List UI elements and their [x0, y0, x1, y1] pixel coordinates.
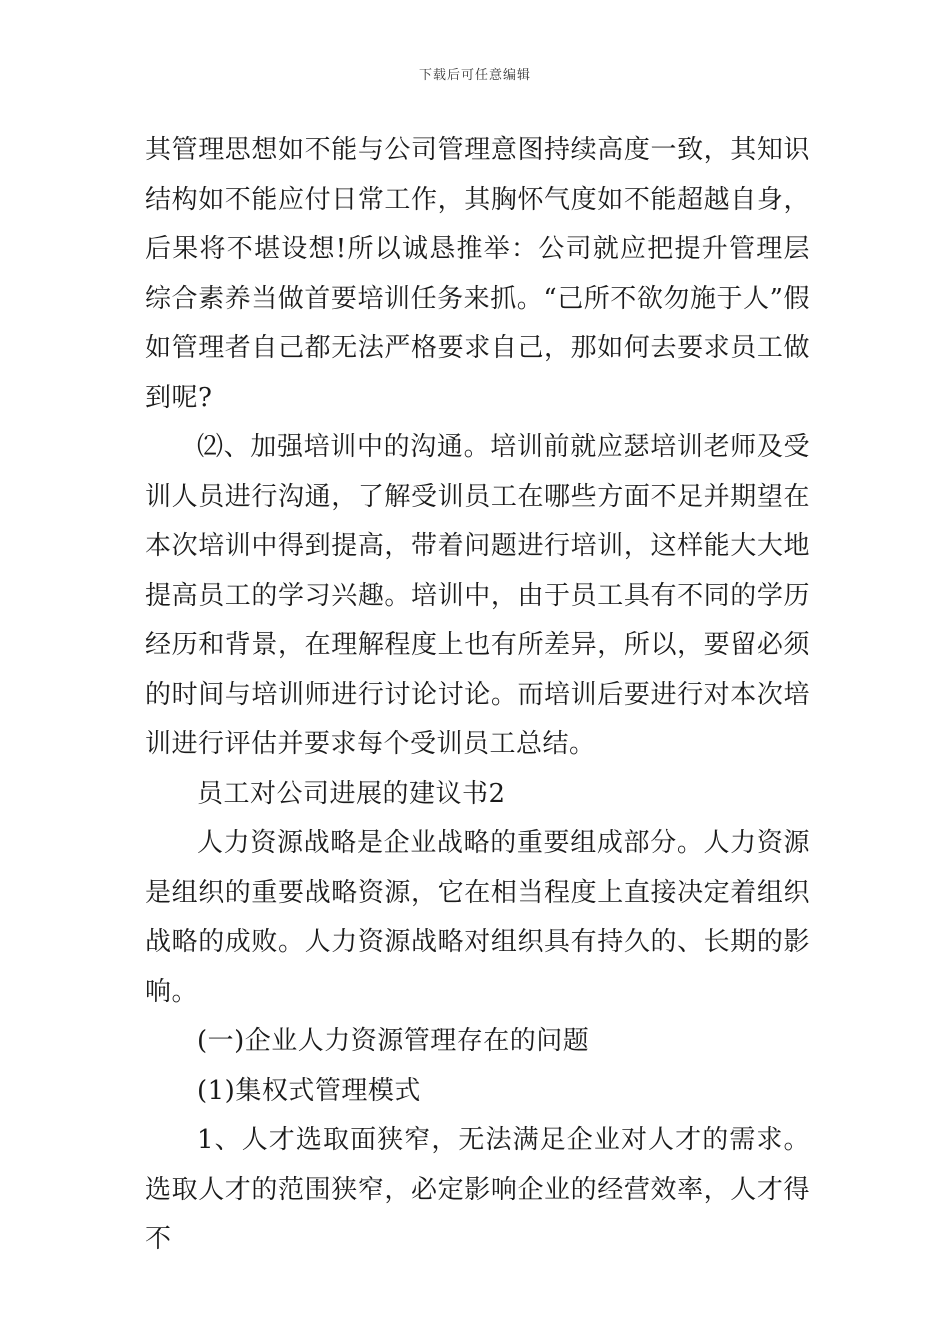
- heading-hr-problems: (一)企业人力资源管理存在的问题: [197, 1026, 590, 1056]
- heading-centralized-management: (1)集权式管理模式: [197, 1075, 421, 1106]
- paragraph-management-thinking: 其管理思想如不能与公司管理意图持续高度一致，其知识结构如不能应付日常工作，其胸怀气度如不能超越自身，后果将不堪设想!所以诚恳推举：公司就应把提升管理层综合素养当做首要培训任务来抓。“己所不欲勿施于人”假如管理者自己都无法严格要求自己，那如何去要求员工做到呢?: [145, 135, 810, 413]
- page-header: 下载后可任意编辑: [418, 68, 531, 83]
- paragraph-hr-strategy: 人力资源战略是企业战略的重要组成部分。人力资源是组织的重要战略资源，它在相当程度上直接决定着组织战略的成败。人力资源战略对组织具有持久的、长期的影响。: [145, 828, 810, 1007]
- document-body: [145, 126, 810, 1265]
- paragraph-talent-selection: 1、人才选取面狭窄，无法满足企业对人才的需求。选取人才的范围狭窄，必定影响企业的经营效率，人才得不: [145, 1125, 810, 1254]
- paragraph-training-communication: ⑵、加强培训中的沟通。培训前就应瑟培训老师及受训人员进行沟通，了解受训员工在哪些方面不足并期望在本次培训中得到提高，带着问题进行培训，这样能大大地提高员工的学习兴趣。培训中，由于员工具有不同的学历经历和背景，在理解程度上也有所差异，所以，要留必须的时间与培训师进行讨论讨论。而培训后要进行对本次培训进行评估并要求每个受训员工总结。: [145, 432, 810, 759]
- section-title-proposal-2: 员工对公司进展的建议书2: [197, 778, 506, 809]
